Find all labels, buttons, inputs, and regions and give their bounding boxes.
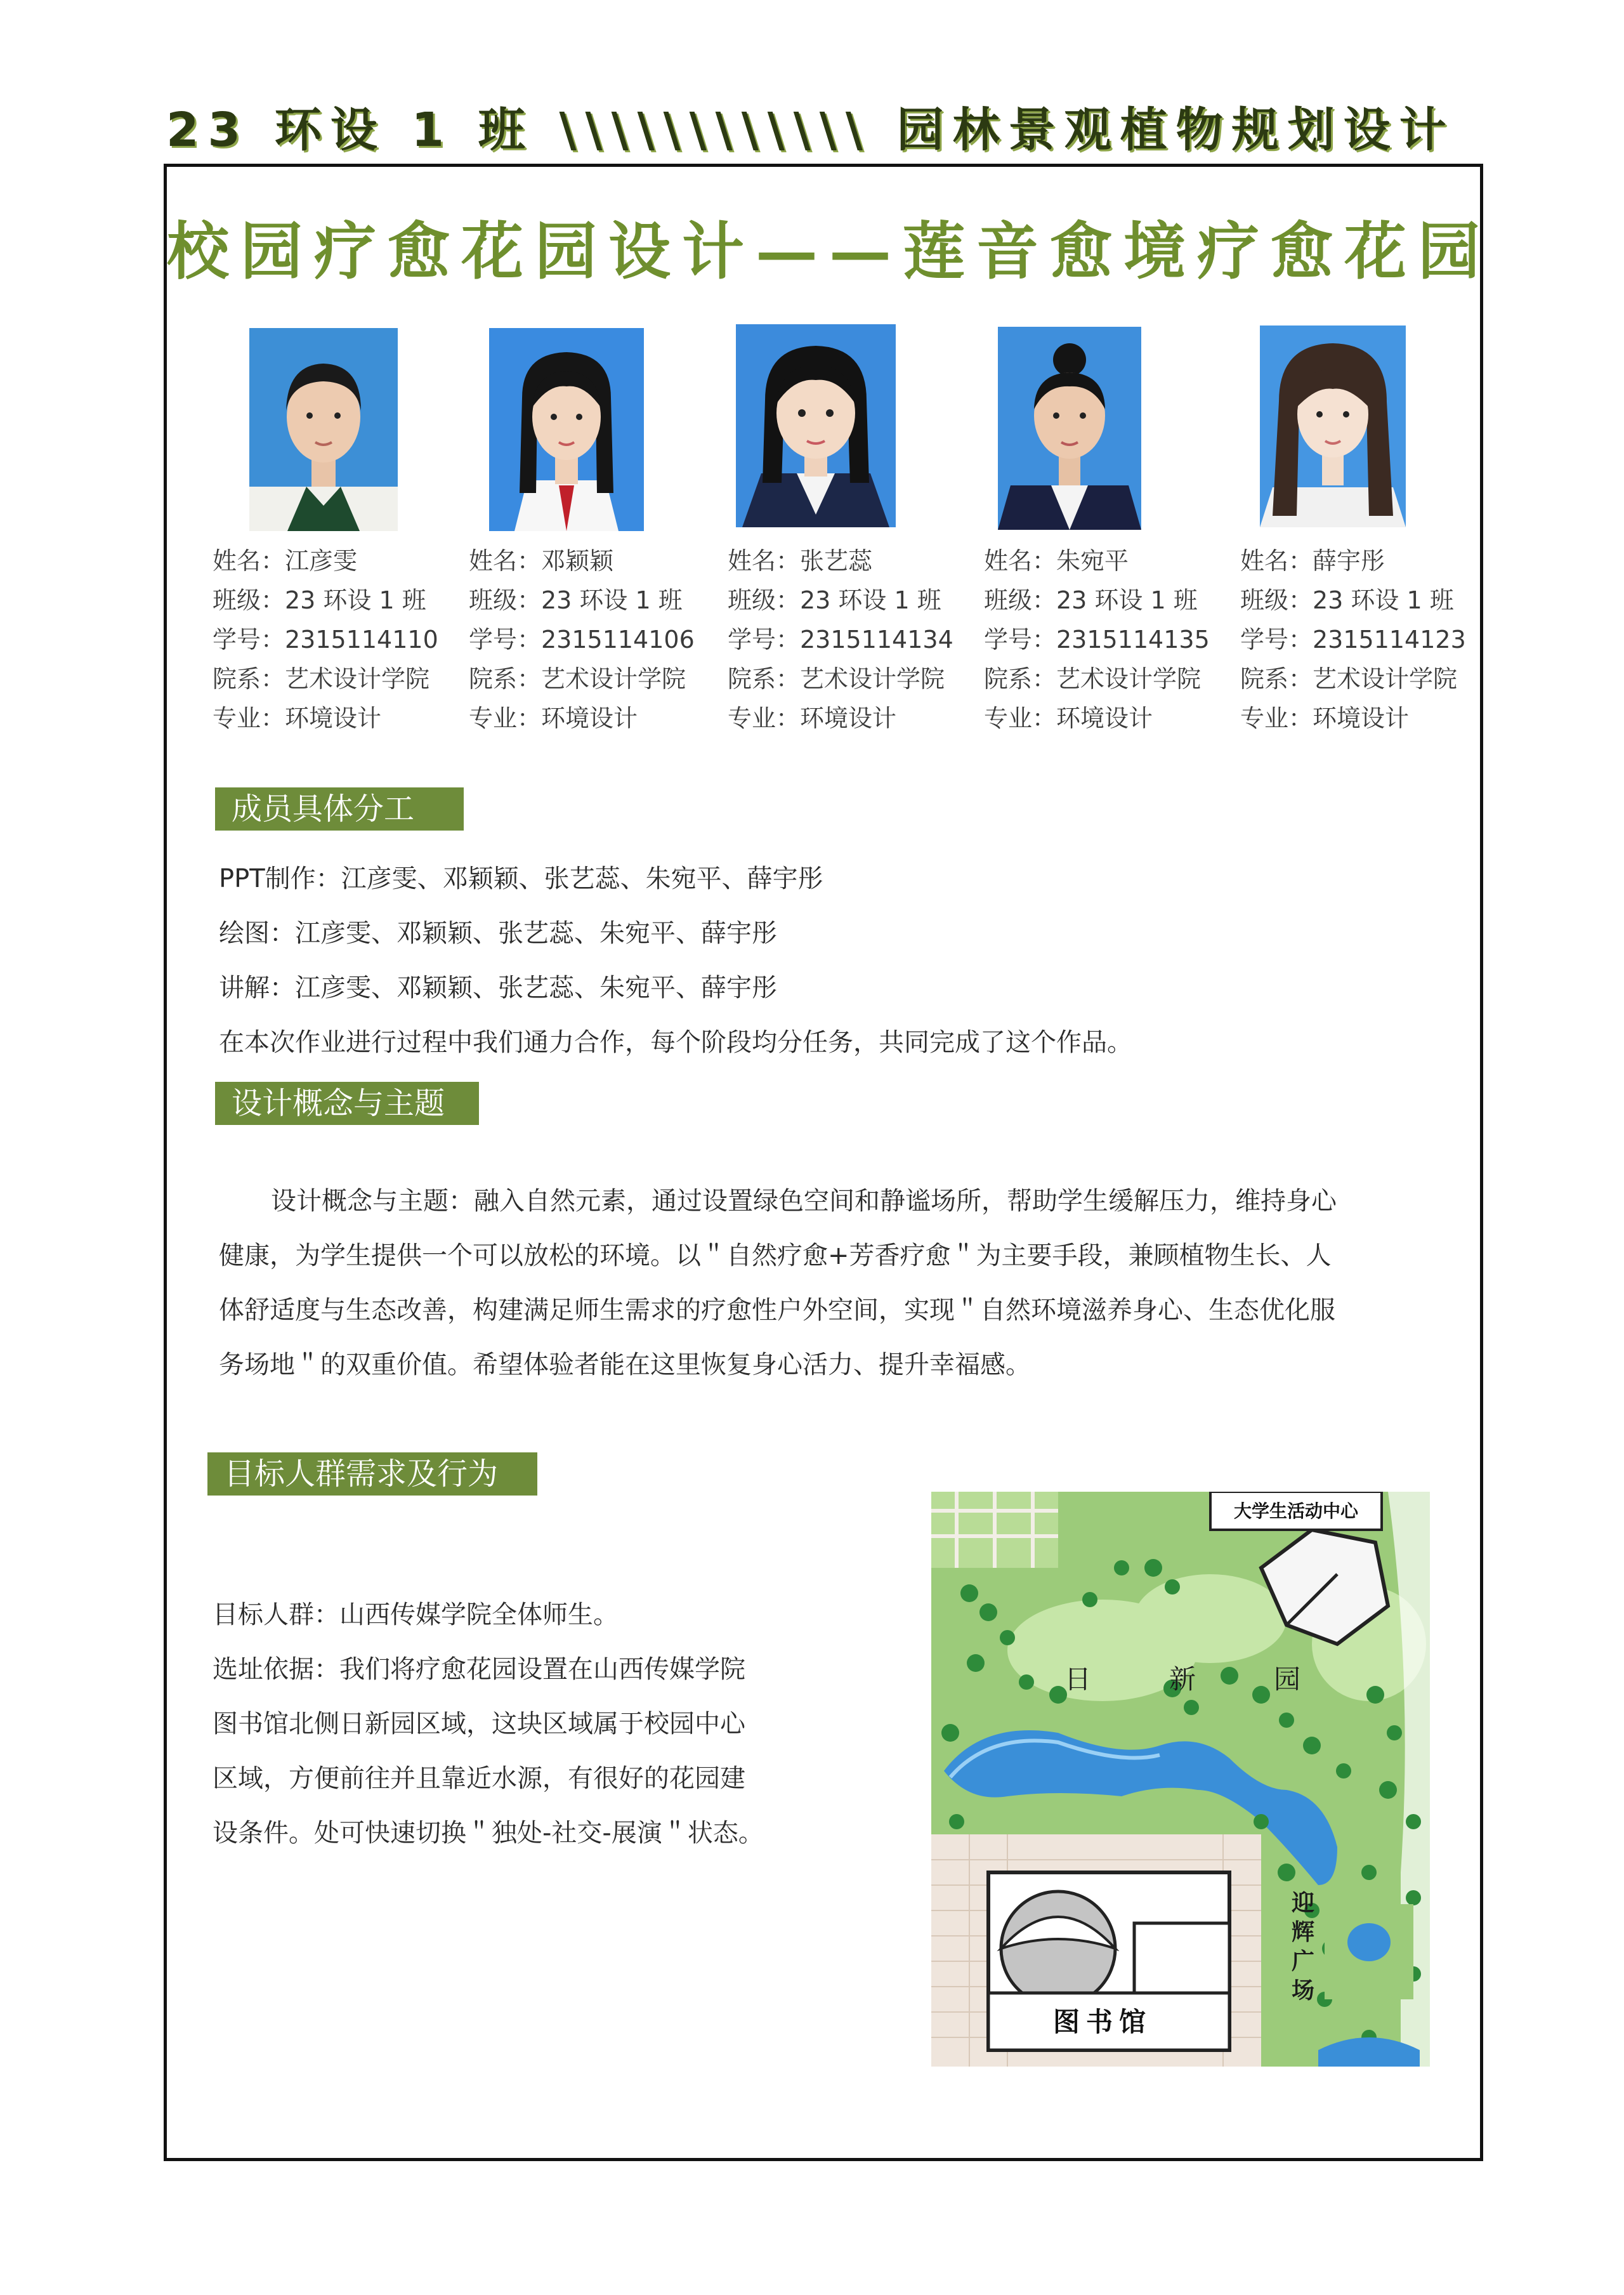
member-name: 姓名：邓颖颖	[469, 547, 614, 575]
member-info-1	[213, 541, 438, 738]
member-dept: 院系：艺术设计学院	[984, 665, 1202, 693]
member-info-2	[469, 541, 695, 738]
member-name: 姓名：张艺蕊	[728, 547, 873, 575]
member-info-4	[984, 541, 1210, 738]
division-line-3: 讲解：江彦雯、邓颖颖、张艺蕊、朱宛平、薛宇彤	[219, 973, 777, 1003]
member-photo-4	[998, 327, 1141, 530]
member-photo-2	[489, 328, 644, 531]
member-major: 专业：环境设计	[984, 704, 1153, 732]
member-info-3	[728, 541, 953, 738]
label-plaza-char: 辉	[1292, 1919, 1315, 1945]
division-line-1: PPT制作：江彦雯、邓颖颖、张艺蕊、朱宛平、薛宇彤	[219, 864, 823, 893]
member-dept: 院系：艺术设计学院	[728, 665, 945, 693]
label-xin: 新	[1169, 1664, 1196, 1695]
member-dept: 院系：艺术设计学院	[213, 665, 430, 693]
member-photo-1	[249, 328, 398, 531]
member-id: 学号：2315114110	[213, 626, 438, 654]
concept-line-1: 设计概念与主题：融入自然元素，通过设置绿色空间和静谧场所，帮助学生缓解压力，维持身心	[271, 1187, 1337, 1216]
member-photo-3	[736, 324, 896, 527]
member-major: 专业：环境设计	[728, 704, 897, 732]
member-class: 班级：23 环设 1 班	[213, 586, 426, 614]
label-plaza-char: 广	[1292, 1949, 1315, 1975]
member-name: 姓名：薛宇彤	[1240, 547, 1385, 575]
section-label-concept: 设计概念与主题	[215, 1082, 479, 1125]
concept-line-2: 健康，为学生提供一个可以放松的环境。以＂自然疗愈+芳香疗愈＂为主要手段，兼顾植物生长、人	[219, 1241, 1332, 1270]
label-library: 图书馆	[1052, 2006, 1153, 2037]
member-id: 学号：2315114134	[728, 626, 953, 654]
member-id: 学号：2315114123	[1240, 626, 1466, 654]
member-dept: 院系：艺术设计学院	[469, 665, 686, 693]
member-class: 班级：23 环设 1 班	[728, 586, 941, 614]
member-dept: 院系：艺术设计学院	[1240, 665, 1458, 693]
member-class: 班级：23 环设 1 班	[1240, 586, 1454, 614]
member-id: 学号：2315114135	[984, 626, 1210, 654]
content-frame	[164, 164, 1492, 2161]
member-major: 专业：环境设计	[213, 704, 382, 732]
member-info-5	[1240, 541, 1466, 738]
member-name: 姓名：江彦雯	[213, 547, 358, 575]
concept-line-3: 体舒适度与生态改善，构建满足师生需求的疗愈性户外空间，实现＂自然环境滋养身心、生态优化服	[219, 1296, 1335, 1325]
label-plaza-char: 迎	[1292, 1890, 1315, 1916]
member-name: 姓名：朱宛平	[984, 547, 1129, 575]
main-title: 校园疗愈花园设计——莲音愈境疗愈花园	[167, 215, 1492, 288]
site-plan-map	[931, 1492, 1430, 2067]
member-major: 专业：环境设计	[469, 704, 638, 732]
division-line-2: 绘图：江彦雯、邓颖颖、张艺蕊、朱宛平、薛宇彤	[219, 919, 777, 948]
target-line-2: 选址依据：我们将疗愈花园设置在山西传媒学院	[213, 1655, 745, 1684]
target-line-3: 图书馆北侧日新园区域，这块区域属于校园中心	[213, 1709, 745, 1739]
target-line-4: 区域，方便前往并且靠近水源，有很好的花园建	[213, 1764, 745, 1793]
header-title: 23 环设 1 班 \\\\\\\\\\\\ 园林景观植物规划设计	[166, 103, 1455, 157]
concept-line-4: 务场地＂的双重价值。希望体验者能在这里恢复身心活力、提升幸福感。	[219, 1350, 1031, 1379]
label-yuan: 园	[1274, 1664, 1301, 1695]
target-line-5: 设条件。处可快速切换＂独处-社交-展演＂状态。	[213, 1818, 764, 1848]
member-major: 专业：环境设计	[1240, 704, 1410, 732]
member-id: 学号：2315114106	[469, 626, 695, 654]
member-class: 班级：23 环设 1 班	[984, 586, 1198, 614]
label-activity-center: 大学生活动中心	[1233, 1501, 1359, 1522]
member-class: 班级：23 环设 1 班	[469, 586, 683, 614]
target-line-1: 目标人群：山西传媒学院全体师生。	[213, 1600, 619, 1629]
section-label-target: 目标人群需求及行为	[207, 1452, 537, 1496]
member-photo-5	[1260, 326, 1406, 527]
section-label-division: 成员具体分工	[215, 787, 464, 831]
label-plaza-char: 场	[1292, 1978, 1315, 2004]
division-line-4: 在本次作业进行过程中我们通力合作，每个阶段均分任务，共同完成了这个作品。	[219, 1028, 1132, 1057]
label-ri: 日	[1064, 1664, 1092, 1695]
